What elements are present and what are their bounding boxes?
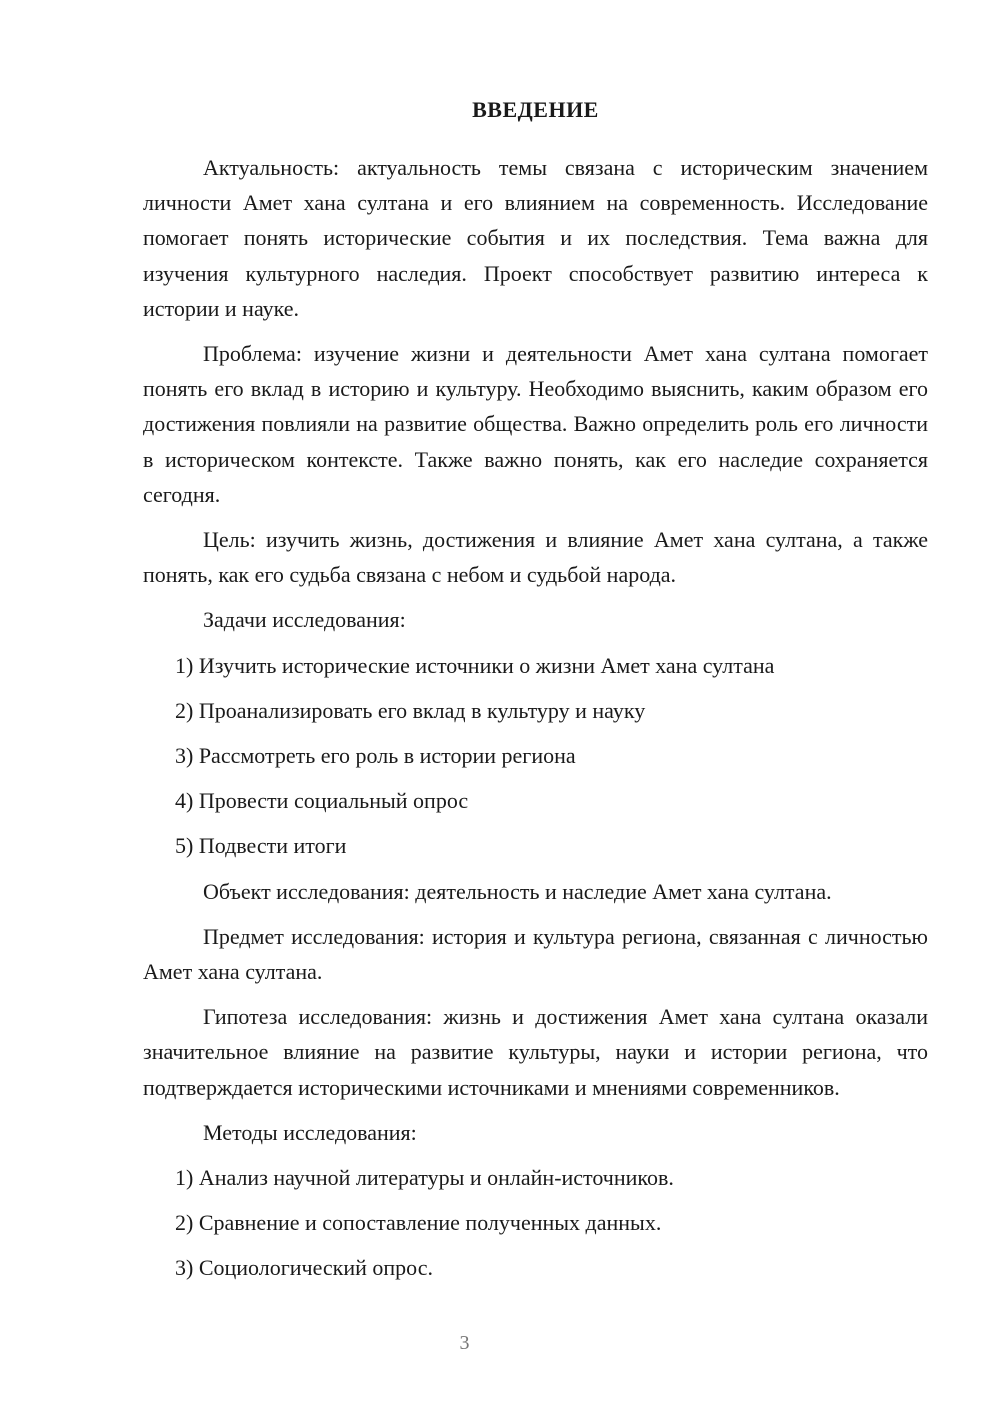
hypothesis-paragraph: Гипотеза исследования: жизнь и достижения Амет хана султана оказали значительное влияние на развитие культуры, науки и истории региона, что подтверждается историческими источниками и мнениями современников.: [143, 1004, 928, 1100]
list-item: 5) Подвести итоги: [175, 833, 347, 859]
page-title: ВВЕДЕНИЕ: [472, 97, 599, 122]
list-item: 4) Провести социальный опрос: [175, 788, 469, 814]
relevance-paragraph: Актуальность: актуальность темы связана с историческим значением личности Амет хана султана и его влиянием на современность. Исследование помогает понять исторические события и их последствия. Тема важна для изучения культурного наследия. Проект способствует развитию интереса к истории и науке.: [143, 155, 928, 321]
problem-paragraph: Проблема: изучение жизни и деятельности Амет хана султана помогает понять его вклад в историю и культуру. Необходимо выяснить, каким образом его достижения повлияли на развитие общества. Важно определить роль его личности в историческом контексте. Также важно понять, как его наследие сохраняется сегодня.: [143, 341, 928, 507]
document-page: [143, 92, 928, 1296]
tasks-heading: Задачи исследования:: [203, 607, 406, 633]
object-line: Объект исследования: деятельность и наследие Амет хана султана.: [203, 878, 832, 904]
list-item: 2) Проанализировать его вклад в культуру и науку: [175, 697, 646, 723]
list-item: 3) Социологический опрос.: [175, 1255, 433, 1281]
methods-heading: Методы исследования:: [203, 1119, 417, 1145]
subject-paragraph: Предмет исследования: история и культура региона, связанная с личностью Амет хана султана.: [143, 923, 928, 985]
list-item: 3) Рассмотреть его роль в истории региона: [175, 743, 576, 769]
methods-list: [143, 1160, 928, 1286]
list-item: 1) Изучить исторические источники о жизни Амет хана султана: [175, 652, 775, 678]
tasks-list: [143, 648, 928, 864]
page-number: 3: [459, 1332, 470, 1354]
goal-paragraph: Цель: изучить жизнь, достижения и влияние Амет хана султана, а также понять, как его судьба связана с небом и судьбой народа.: [143, 527, 928, 588]
list-item: 2) Сравнение и сопоставление полученных данных.: [175, 1210, 662, 1236]
list-item: 1) Анализ научной литературы и онлайн-источников.: [175, 1165, 674, 1191]
